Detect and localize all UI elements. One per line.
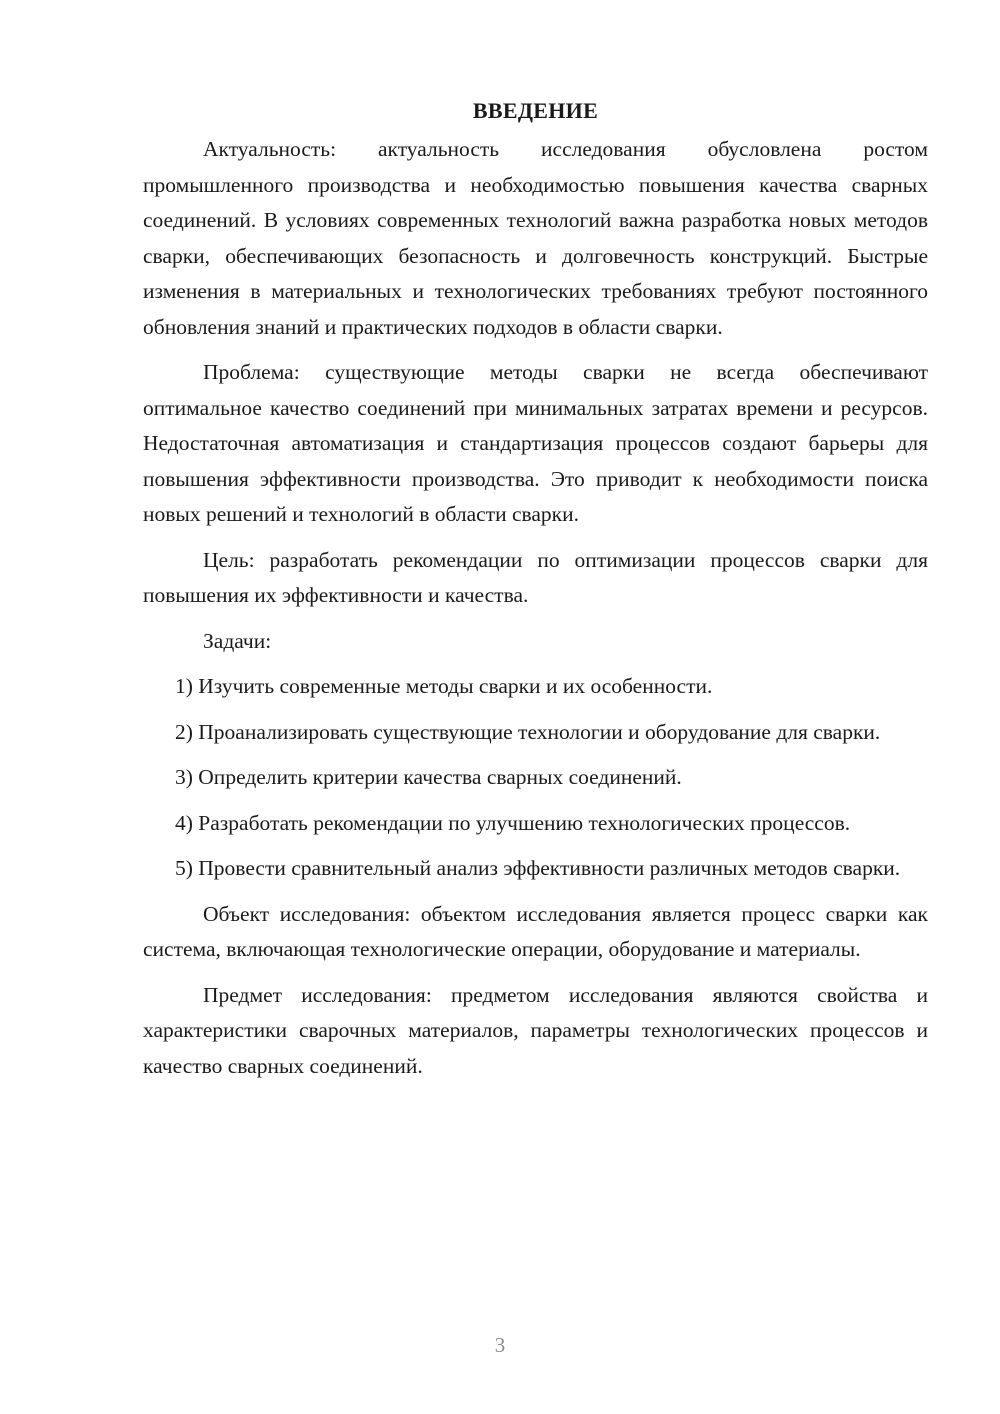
goal-paragraph: Цель: разработать рекомендации по оптимизации процессов сварки для повышения их эффективности и качества. bbox=[143, 547, 928, 607]
task-item: 2) Проанализировать существующие технологии и оборудование для сварки. bbox=[175, 719, 881, 744]
document-page bbox=[143, 92, 928, 1094]
task-item: 1) Изучить современные методы сварки и их особенности. bbox=[175, 674, 713, 698]
section-title: ВВЕДЕНИЕ bbox=[472, 98, 599, 123]
task-item: 3) Определить критерии качества сварных соединений. bbox=[175, 765, 682, 789]
task-item: 4) Разработать рекомендации по улучшению технологических процессов. bbox=[175, 810, 851, 835]
relevance-paragraph: Актуальность: актуальность исследования обусловлена ростом промышленного производства и необходимостью повышения качества сварных соединений. В условиях современных технологий важна разработка новых методов сварки, обеспечивающих безопасность и долговечность конструкций. Быстрые изменения в материальных и технологических требованиях требуют постоянного обновления знаний и практических подходов в области сварки. bbox=[143, 137, 928, 339]
subject-paragraph: Предмет исследования: предметом исследования являются свойства и характеристики сварочных материалов, параметры технологических процессов и качество сварных соединений. bbox=[143, 982, 928, 1078]
tasks-list bbox=[143, 669, 928, 887]
page-number: 3 bbox=[494, 1333, 506, 1357]
object-paragraph: Объект исследования: объектом исследования является процесс сварки как система, включающая технологические операции, оборудование и материалы. bbox=[143, 901, 928, 961]
task-item: 5) Провести сравнительный анализ эффективности различных методов сварки. bbox=[175, 856, 901, 880]
tasks-label: Задачи: bbox=[203, 628, 272, 653]
problem-paragraph: Проблема: существующие методы сварки не всегда обеспечивают оптимальное качество соединений при минимальных затратах времени и ресурсов. Недостаточная автоматизация и стандартизация процессов создают барьеры для повышения эффективности производства. Это приводит к необходимости поиска новых решений и технологий в области сварки. bbox=[143, 360, 928, 526]
